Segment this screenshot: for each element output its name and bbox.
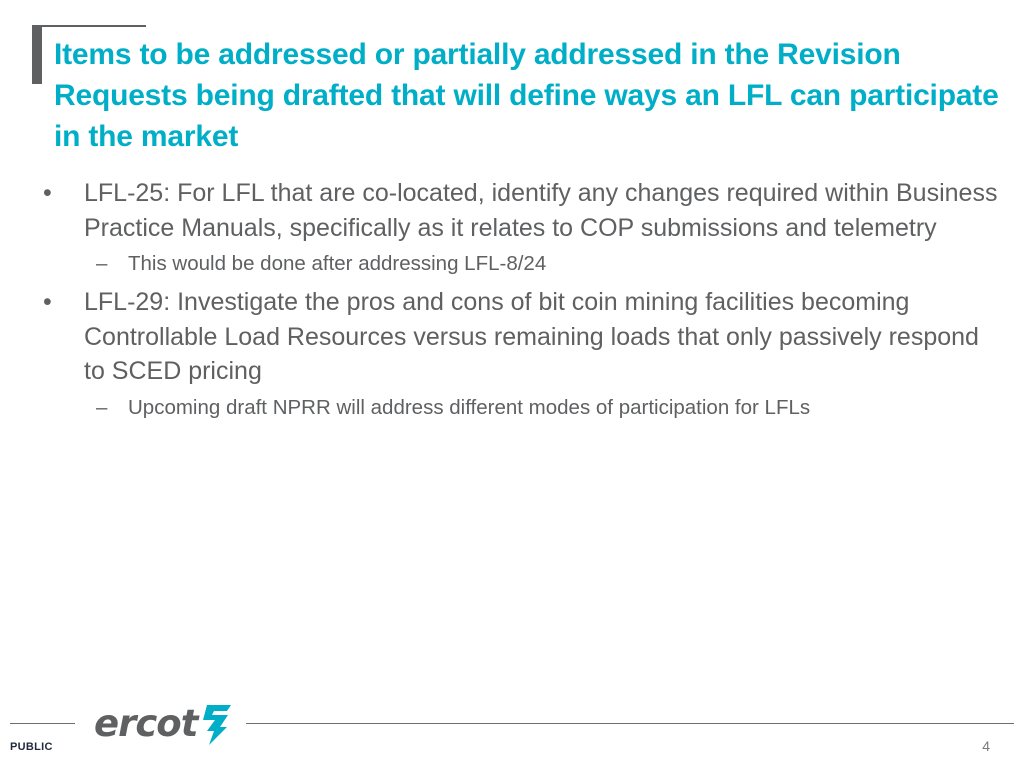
title-bracket-rule (42, 25, 146, 27)
page-number: 4 (982, 738, 990, 754)
bullet-text: LFL-25: For LFL that are co-located, identify any changes required within Business Practice Manuals, specifically as it relates to COP submissions and telemetry (84, 179, 998, 242)
sub-bullet-marker: – (96, 395, 108, 419)
title-bracket-bar (32, 25, 42, 84)
logo-wordmark: ercot (94, 701, 198, 745)
bullet-marker: • (43, 179, 52, 207)
footer-rule-right (246, 723, 1014, 724)
sub-bullet-lfl-25 (40, 249, 1000, 279)
bullet-text: LFL-29: Investigate the pros and cons of bit coin mining facilities becoming Controllable Load Resources versus remaining loads that only passively respond to SCED pricing (84, 288, 979, 385)
sub-bullet-lfl-29 (40, 393, 1000, 423)
sub-bullet-marker: – (96, 252, 108, 275)
classification-label: PUBLIC (10, 741, 53, 753)
ercot-bolt-icon (201, 701, 235, 747)
bullet-lfl-25 (40, 176, 1000, 245)
sub-bullet-text: Upcoming draft NPRR will address different modes of participation for LFLs (128, 395, 811, 419)
bullet-marker: • (43, 288, 52, 316)
sub-bullet-text: This would be done after addressing LFL-8/24 (128, 252, 547, 275)
slide-body (40, 176, 1000, 429)
ercot-logo (94, 698, 235, 748)
bullet-lfl-29 (40, 285, 1000, 389)
footer-rule-left (10, 723, 75, 724)
slide-title: Items to be addressed or partially addressed in the Revision Requests being drafted that will define ways an LFL can participate in the market (54, 38, 999, 153)
